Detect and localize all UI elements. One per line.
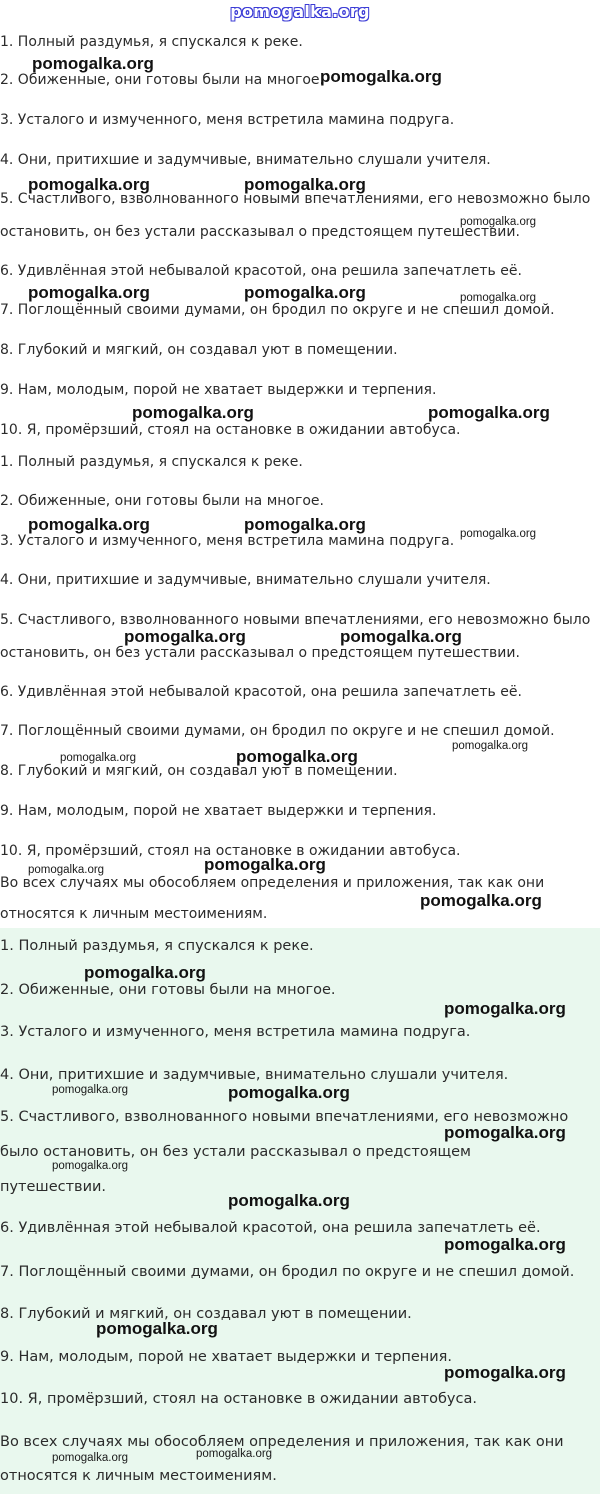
explanation-line: относятся к личным местоимениям. xyxy=(0,906,268,922)
watermark: pomogalka.org xyxy=(340,627,462,646)
answer-line: 4. Они, притихшие и задумчивые, внимательно слушали учителя. xyxy=(0,1067,509,1083)
watermark: pomogalka.org xyxy=(444,1363,566,1382)
watermark: pomogalka.org xyxy=(60,752,137,764)
watermark: pomogalka.org xyxy=(228,1191,350,1210)
watermark: pomogalka.org xyxy=(52,1084,129,1096)
watermark: pomogalka.org xyxy=(320,67,442,86)
watermark: pomogalka.org xyxy=(28,864,105,876)
sentence-line: остановить, он без устали рассказывал о предстоящем путешествии. xyxy=(0,224,520,240)
explanation-line: Во всех случаях мы обособляем определения и приложения, так как они xyxy=(0,875,545,891)
watermark: pomogalka.org xyxy=(428,403,550,422)
watermark: pomogalka.org xyxy=(444,1123,566,1142)
sentence-line: 3. Усталого и измученного, меня встретила мамина подруга. xyxy=(0,533,455,549)
watermark: pomogalka.org xyxy=(236,747,358,766)
answer-line: 3. Усталого и измученного, меня встретила мамина подруга. xyxy=(0,1024,471,1040)
watermark: pomogalka.org xyxy=(244,175,366,194)
answer-line: 9. Нам, молодым, порой не хватает выдержки и терпения. xyxy=(0,1349,452,1365)
sentence-line: 2. Обиженные, они готовы были на многое. xyxy=(0,493,324,509)
watermark: pomogalka.org xyxy=(52,1452,129,1464)
answer-line: 8. Глубокий и мягкий, он создавал уют в помещении. xyxy=(0,1306,412,1322)
watermark: pomogalka.org xyxy=(452,740,529,752)
sentence-line: 1. Полный раздумья, я спускался к реке. xyxy=(0,34,303,50)
watermark: pomogalka.org xyxy=(460,216,537,228)
watermark: pomogalka.org xyxy=(52,1160,129,1172)
answer-line: 10. Я, промёрзший, стоял на остановке в ожидании автобуса. xyxy=(0,1391,477,1407)
watermark: pomogalka.org xyxy=(444,999,566,1018)
sentence-line: 6. Удивлённая этой небывалой красотой, она решила запечатлеть её. xyxy=(0,684,522,700)
watermark: pomogalka.org xyxy=(228,1083,350,1102)
answer-line: 6. Удивлённая этой небывалой красотой, она решила запечатлеть её. xyxy=(0,1220,541,1236)
watermark: pomogalka.org xyxy=(204,855,326,874)
answer-line: 5. Счастливого, взволнованного новыми впечатлениями, его невозможно xyxy=(0,1109,569,1125)
watermark: pomogalka.org xyxy=(96,1319,218,1338)
sentence-line: 8. Глубокий и мягкий, он создавал уют в помещении. xyxy=(0,342,398,358)
watermark: pomogalka.org xyxy=(460,528,537,540)
answer-line: 7. Поглощённый своими думами, он бродил по округе и не спешил домой. xyxy=(0,1264,575,1280)
answer-line: было остановить, он без устали рассказывал о предстоящем xyxy=(0,1144,471,1160)
sentence-line: 9. Нам, молодым, порой не хватает выдержки и терпения. xyxy=(0,803,437,819)
sentence-line: остановить, он без устали рассказывал о предстоящем путешествии. xyxy=(0,645,520,661)
answer-explanation-line: относятся к личным местоимениям. xyxy=(0,1468,277,1484)
sentence-line: 4. Они, притихшие и задумчивые, внимательно слушали учителя. xyxy=(0,572,491,588)
watermark: pomogalka.org xyxy=(420,891,542,910)
sentence-line: 10. Я, промёрзший, стоял на остановке в ожидании автобуса. xyxy=(0,422,461,438)
sentence-line: 1. Полный раздумья, я спускался к реке. xyxy=(0,454,303,470)
answer-line: 2. Обиженные, они готовы были на многое. xyxy=(0,982,336,998)
sentence-line: 6. Удивлённая этой небывалой красотой, она решила запечатлеть её. xyxy=(0,263,522,279)
watermark: pomogalka.org xyxy=(244,283,366,302)
answer-line: путешествии. xyxy=(0,1179,107,1195)
sentence-line: 7. Поглощённый своими думами, он бродил по округе и не спешил домой. xyxy=(0,723,555,739)
sentence-line: 5. Счастливого, взволнованного новыми впечатлениями, его невозможно было xyxy=(0,191,591,207)
watermark: pomogalka.org xyxy=(28,175,150,194)
watermark: pomogalka.org xyxy=(28,515,150,534)
watermark: pomogalka.org xyxy=(124,627,246,646)
answer-explanation-line: Во всех случаях мы обособляем определения и приложения, так как они xyxy=(0,1434,564,1450)
sentence-line: 3. Усталого и измученного, меня встретила мамина подруга. xyxy=(0,112,455,128)
watermark: pomogalka.org xyxy=(196,1448,273,1460)
sentence-line: 5. Счастливого, взволнованного новыми впечатлениями, его невозможно было xyxy=(0,612,591,628)
watermark: pomogalka.org xyxy=(460,292,537,304)
sentence-line: 4. Они, притихшие и задумчивые, внимательно слушали учителя. xyxy=(0,152,491,168)
watermark: pomogalka.org xyxy=(444,1235,566,1254)
watermark: pomogalka.org xyxy=(28,283,150,302)
sentence-line: 10. Я, промёрзший, стоял на остановке в ожидании автобуса. xyxy=(0,843,461,859)
site-logo[interactable]: pomogalka.org xyxy=(230,2,370,21)
watermark: pomogalka.org xyxy=(244,515,366,534)
watermark: pomogalka.org xyxy=(32,54,154,73)
sentence-line: 9. Нам, молодым, порой не хватает выдержки и терпения. xyxy=(0,382,437,398)
answer-line: 1. Полный раздумья, я спускался к реке. xyxy=(0,938,314,954)
watermark: pomogalka.org xyxy=(84,963,206,982)
sentence-line: 7. Поглощённый своими думами, он бродил по округе и не спешил домой. xyxy=(0,302,555,318)
sentence-line: 2. Обиженные, они готовы были на многое. xyxy=(0,72,324,88)
watermark: pomogalka.org xyxy=(132,403,254,422)
sentence-line: 8. Глубокий и мягкий, он создавал уют в помещении. xyxy=(0,763,398,779)
